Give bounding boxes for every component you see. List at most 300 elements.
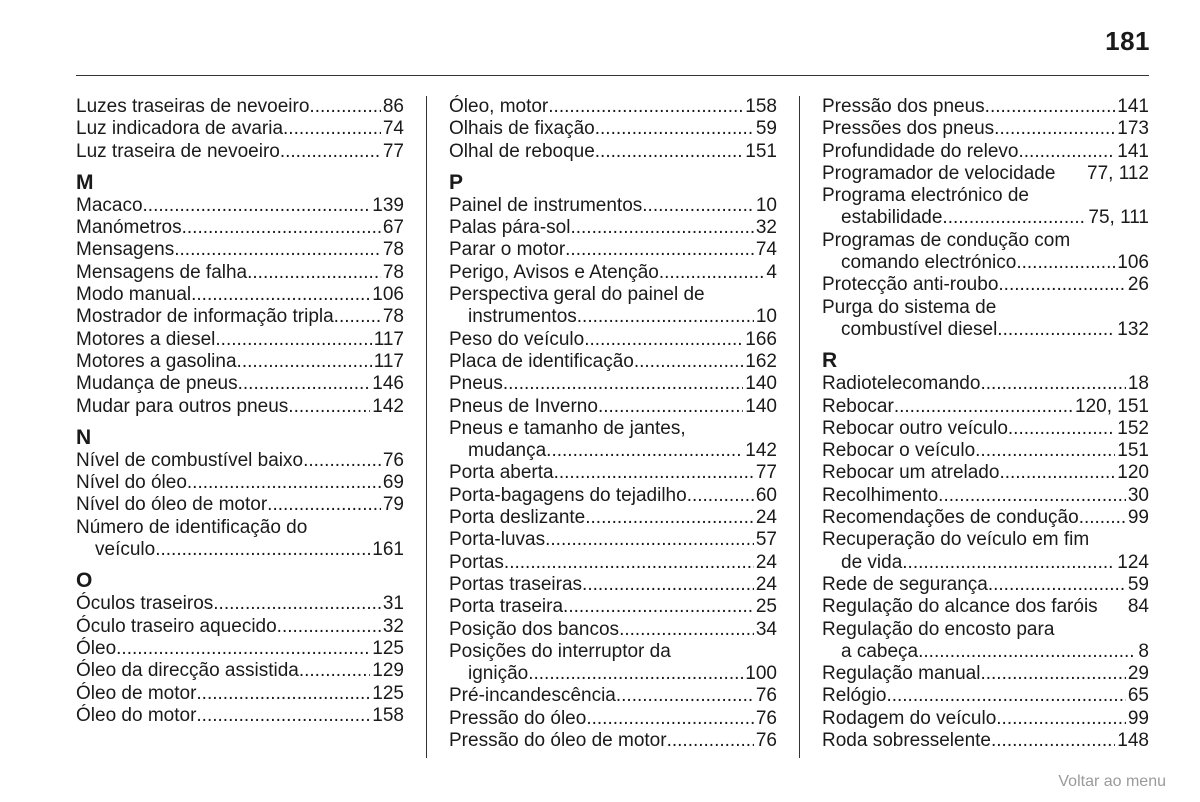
index-entry[interactable] xyxy=(76,593,404,615)
index-entry[interactable] xyxy=(449,485,777,507)
index-entry[interactable] xyxy=(76,262,404,284)
dot-leader xyxy=(595,118,754,140)
dot-leader xyxy=(598,396,743,418)
dot-leader xyxy=(1016,252,1115,274)
index-entry[interactable] xyxy=(76,472,404,494)
index-entry-term: Luz indicadora de avaria xyxy=(76,118,284,140)
index-entry[interactable] xyxy=(76,539,404,561)
dot-leader xyxy=(997,319,1115,341)
index-entry-page: 60 xyxy=(755,484,777,506)
index-entry[interactable] xyxy=(449,529,777,551)
index-entry-page: 106 xyxy=(372,284,404,306)
index-entry[interactable] xyxy=(449,462,777,484)
index-entry-term: Pressão do óleo de motor xyxy=(449,730,667,752)
index-entry-term: Luzes traseiras de nevoeiro xyxy=(76,96,310,117)
index-entry-term: Rebocar outro veículo xyxy=(822,417,1008,439)
index-entry-term: Placa de identificação xyxy=(449,350,634,372)
index-entry[interactable] xyxy=(822,373,1149,395)
dot-leader xyxy=(237,351,372,373)
index-entry[interactable] xyxy=(822,507,1149,529)
index-entry[interactable] xyxy=(822,207,1149,229)
index-entry-term: Mensagens xyxy=(76,239,175,261)
index-entry[interactable] xyxy=(822,596,1149,618)
index-entry-term: Portas traseiras xyxy=(449,573,583,595)
dot-leader xyxy=(554,462,754,484)
index-entry-term: mudança xyxy=(468,440,547,462)
dot-leader xyxy=(894,396,1073,418)
dot-leader xyxy=(545,529,754,551)
page-number: 181 xyxy=(1105,26,1150,56)
index-entry[interactable] xyxy=(76,683,404,705)
index-entry-term: Rede de segurança xyxy=(822,573,988,595)
index-entry-term: Óculos traseiros xyxy=(76,593,214,615)
index-entry[interactable] xyxy=(449,552,777,574)
header-rule xyxy=(76,75,1149,76)
index-entry[interactable] xyxy=(76,118,404,140)
index-entry-term: Recolhimento xyxy=(822,484,939,506)
index-entry[interactable] xyxy=(449,708,777,730)
index-entry-term: Óleo xyxy=(76,637,117,659)
index-entry-page: 140 xyxy=(745,395,777,417)
index-entry-page: 4 xyxy=(766,261,777,283)
index-entry[interactable] xyxy=(822,396,1149,418)
index-entry-term: Rebocar um atrelado xyxy=(822,462,1000,484)
index-entry-term: Pré-incandescência xyxy=(449,685,616,707)
dot-leader xyxy=(503,373,743,395)
index-entry-line: Posições do interruptor da xyxy=(449,640,671,662)
dot-leader xyxy=(546,440,743,462)
index-entry-page: 78 xyxy=(382,239,404,261)
index-entry-term: Macaco xyxy=(76,194,143,216)
dot-leader xyxy=(563,596,754,618)
index-letter-heading: M xyxy=(76,170,94,194)
index-entry-page: 79 xyxy=(382,494,404,516)
index-entry-term: Regulação manual xyxy=(822,663,981,685)
index-entry-page: 117 xyxy=(373,328,404,350)
index-column-2 xyxy=(449,96,777,752)
index-entry-line: Pneus e tamanho de jantes, xyxy=(449,417,686,439)
column-divider xyxy=(426,96,427,758)
index-entry[interactable] xyxy=(76,351,404,373)
index-entry-page: 69 xyxy=(382,472,404,494)
index-entry-term: Posição dos bancos xyxy=(449,618,620,640)
index-entry-term: Relógio xyxy=(822,685,887,707)
index-entry-term: Olhal de reboque xyxy=(449,140,595,162)
dot-leader xyxy=(980,663,1125,685)
index-entry-term: Modo manual xyxy=(76,284,192,306)
dot-leader xyxy=(585,507,754,529)
index-entry-term: Pressão dos pneus xyxy=(822,96,985,117)
index-entry-page: 59 xyxy=(755,118,777,140)
index-entry-page: 161 xyxy=(372,539,404,561)
index-entry[interactable] xyxy=(822,96,1149,118)
index-letter-heading: O xyxy=(76,569,93,593)
dot-leader xyxy=(277,616,381,638)
dot-leader xyxy=(1018,141,1115,163)
index-entry[interactable] xyxy=(822,663,1149,685)
dot-leader xyxy=(1008,418,1115,440)
index-entry-term: Rebocar xyxy=(822,395,894,417)
back-to-menu-link[interactable]: Voltar ao menu xyxy=(1058,773,1166,790)
index-entry-page: 120 xyxy=(1117,462,1149,484)
dot-leader xyxy=(267,494,381,516)
index-entry[interactable] xyxy=(449,329,777,351)
dot-leader xyxy=(619,619,754,641)
index-entry-term: Rebocar o veículo xyxy=(822,440,976,462)
index-entry-term: Óleo, motor xyxy=(449,96,549,117)
index-entry-term: Nível do óleo xyxy=(76,472,187,494)
index-entry-page: 151 xyxy=(745,140,777,162)
index-entry[interactable] xyxy=(822,641,1149,663)
index-entry-line: Recuperação do veículo em fim xyxy=(822,529,1090,551)
dot-leader xyxy=(1079,507,1126,529)
index-entry-page: 57 xyxy=(755,529,777,551)
index-entry-term: Programador de velocidade xyxy=(822,162,1056,184)
index-entry[interactable] xyxy=(76,284,404,306)
index-entry-page: 140 xyxy=(745,373,777,395)
index-entry-page: 34 xyxy=(755,618,777,640)
dot-leader xyxy=(595,141,744,163)
index-entry[interactable] xyxy=(76,96,404,118)
dot-leader xyxy=(548,96,743,118)
index-entry-term: Luz traseira de nevoeiro xyxy=(76,140,280,162)
index-entry[interactable] xyxy=(449,262,777,284)
dot-leader xyxy=(988,574,1126,596)
index-entry[interactable] xyxy=(449,306,777,328)
index-entry[interactable] xyxy=(822,418,1149,440)
index-entry[interactable] xyxy=(822,163,1149,185)
index-entry-term: Pneus de Inverno xyxy=(449,395,598,417)
index-entry-page: 76 xyxy=(755,707,777,729)
dot-leader xyxy=(215,329,371,351)
index-entry[interactable] xyxy=(76,373,404,395)
index-entry-page: 77 xyxy=(755,462,777,484)
dot-leader xyxy=(991,730,1115,752)
index-entry-line: Programas de condução com xyxy=(822,229,1071,251)
index-entry[interactable] xyxy=(449,373,777,395)
index-entry-page: 142 xyxy=(745,440,777,462)
index-entry-page: 152 xyxy=(1117,417,1149,439)
index-entry-page: 125 xyxy=(372,682,404,704)
index-entry-term: de vida xyxy=(841,551,903,573)
index-entry-page: 77, 112 xyxy=(1087,162,1149,184)
index-entry-term: Porta-bagagens do tejadilho xyxy=(449,484,687,506)
dot-leader xyxy=(902,552,1115,574)
dot-leader xyxy=(280,141,381,163)
index-entry-page: 120, 151 xyxy=(1075,395,1149,417)
index-entry-term: Pressões dos pneus xyxy=(822,118,995,140)
index-entry[interactable] xyxy=(76,306,404,328)
index-entry-page: 142 xyxy=(372,395,404,417)
index-entry[interactable] xyxy=(76,660,404,682)
index-entry-page: 129 xyxy=(372,660,404,682)
index-entry-page: 10 xyxy=(755,306,777,328)
dot-leader xyxy=(659,262,765,284)
index-entry-term: instrumentos xyxy=(468,306,577,328)
index-entry[interactable] xyxy=(822,274,1149,296)
index-entry-term: estabilidade xyxy=(841,207,943,229)
dot-leader xyxy=(994,118,1115,140)
index-column-3 xyxy=(822,96,1149,752)
index-entry-line: Programa electrónico de xyxy=(822,185,1029,207)
index-letter-heading: N xyxy=(76,425,92,449)
index-entry-term: Óculo traseiro aquecido xyxy=(76,615,277,637)
index-entry-page: 29 xyxy=(1127,663,1149,685)
index-entry-term: Porta traseira xyxy=(449,596,564,618)
index-entry[interactable] xyxy=(822,319,1149,341)
index-entry[interactable] xyxy=(822,485,1149,507)
index-entry-term: Painel de instrumentos xyxy=(449,194,643,216)
dot-leader xyxy=(174,239,381,261)
index-entry-term: Porta aberta xyxy=(449,462,554,484)
dot-leader xyxy=(667,730,754,752)
index-entry[interactable] xyxy=(822,141,1149,163)
index-entry[interactable] xyxy=(822,708,1149,730)
index-letter-heading: R xyxy=(822,349,838,373)
index-entry[interactable] xyxy=(449,351,777,373)
dot-leader xyxy=(196,705,370,727)
dot-leader xyxy=(938,485,1126,507)
index-entry-page: 141 xyxy=(1117,140,1149,162)
index-entry-page: 146 xyxy=(372,373,404,395)
index-entry-page: 24 xyxy=(755,507,777,529)
dot-leader xyxy=(303,450,381,472)
dot-leader xyxy=(980,373,1125,395)
index-entry-term: Motores a gasolina xyxy=(76,350,237,372)
index-entry[interactable] xyxy=(76,494,404,516)
index-entry-term: Porta-luvas xyxy=(449,529,546,551)
index-entry-term: Pressão do óleo xyxy=(449,707,587,729)
index-entry-term: Porta deslizante xyxy=(449,507,586,529)
index-entry-term: Mudança de pneus xyxy=(76,373,238,395)
index-entry[interactable] xyxy=(449,396,777,418)
dot-leader xyxy=(999,462,1115,484)
index-entry-term: Manómetros xyxy=(76,217,182,239)
index-entry-term: Profundidade do relevo xyxy=(822,140,1019,162)
index-entry-page: 141 xyxy=(1117,96,1149,117)
index-entry-page: 74 xyxy=(755,239,777,261)
index-entry-page: 65 xyxy=(1127,685,1149,707)
index-column-1 xyxy=(76,96,404,727)
dot-leader xyxy=(528,663,743,685)
dot-leader xyxy=(998,274,1125,296)
dot-leader xyxy=(582,574,754,596)
index-entry-page: 76 xyxy=(755,685,777,707)
index-entry-page: 139 xyxy=(372,194,404,216)
index-entry-term: a cabeça xyxy=(841,640,919,662)
index-entry-page: 25 xyxy=(755,596,777,618)
dot-leader xyxy=(182,217,381,239)
index-entry[interactable] xyxy=(449,440,777,462)
dot-leader xyxy=(886,685,1125,707)
index-entry-term: Rodagem do veículo xyxy=(822,707,997,729)
dot-leader xyxy=(283,118,381,140)
index-entry[interactable] xyxy=(449,118,777,140)
index-entry-term: Nível do óleo de motor xyxy=(76,494,268,516)
index-entry-page: 31 xyxy=(382,593,404,615)
index-entry-term: Óleo da direcção assistida xyxy=(76,660,299,682)
index-entry-term: Nível de combustível baixo xyxy=(76,449,304,471)
index-entry-page: 84 xyxy=(1127,596,1149,618)
index-entry-page: 24 xyxy=(755,573,777,595)
index-entry[interactable] xyxy=(449,507,777,529)
dot-leader xyxy=(196,683,370,705)
dot-leader xyxy=(299,660,370,682)
index-entry-term: Recomendações de condução xyxy=(822,507,1079,529)
dot-leader xyxy=(116,638,370,660)
index-entry[interactable] xyxy=(822,252,1149,274)
index-entry[interactable] xyxy=(449,619,777,641)
dot-leader xyxy=(288,396,370,418)
index-entry[interactable] xyxy=(76,705,404,727)
index-entry-term: Protecção anti-roubo xyxy=(822,274,999,296)
index-entry-page: 124 xyxy=(1117,551,1149,573)
index-entry-page: 32 xyxy=(755,217,777,239)
index-entry[interactable] xyxy=(449,217,777,239)
dot-leader xyxy=(334,306,381,328)
index-entry-term: Perigo, Avisos e Atenção xyxy=(449,261,659,283)
index-entry-page: 99 xyxy=(1127,707,1149,729)
dot-leader xyxy=(213,593,381,615)
index-entry-page: 151 xyxy=(1117,440,1149,462)
dot-leader xyxy=(985,96,1116,118)
index-entry[interactable] xyxy=(76,396,404,418)
index-entry-page: 78 xyxy=(382,306,404,328)
index-entry-page: 10 xyxy=(755,194,777,216)
dot-leader xyxy=(247,262,381,284)
index-entry[interactable] xyxy=(76,450,404,472)
dot-leader xyxy=(942,207,1086,229)
index-entry-page: 74 xyxy=(382,118,404,140)
index-entry-page: 166 xyxy=(745,328,777,350)
dot-leader xyxy=(687,485,754,507)
index-entry[interactable] xyxy=(449,574,777,596)
dot-leader xyxy=(586,708,754,730)
index-entry[interactable] xyxy=(76,141,404,163)
index-entry-page: 32 xyxy=(382,615,404,637)
index-entry-term: Portas xyxy=(449,551,504,573)
index-entry[interactable] xyxy=(449,685,777,707)
dot-leader xyxy=(577,306,754,328)
index-entry-term: combustível diesel xyxy=(841,318,998,340)
index-entry-term: Radiotelecomando xyxy=(822,373,981,395)
index-entry-page: 106 xyxy=(1117,252,1149,274)
dot-leader xyxy=(616,685,754,707)
dot-leader xyxy=(642,195,754,217)
index-entry-page: 173 xyxy=(1117,118,1149,140)
index-entry[interactable] xyxy=(76,638,404,660)
index-entry[interactable] xyxy=(822,440,1149,462)
index-entry-term: Óleo de motor xyxy=(76,682,197,704)
dot-leader xyxy=(570,217,753,239)
column-divider xyxy=(799,96,800,758)
index-entry-line: Purga do sistema de xyxy=(822,296,997,318)
index-entry-term: Óleo do motor xyxy=(76,704,197,726)
dot-leader xyxy=(504,552,754,574)
dot-leader xyxy=(584,329,743,351)
index-entry-term: Motores a diesel xyxy=(76,328,216,350)
dot-leader xyxy=(191,284,370,306)
index-entry[interactable] xyxy=(76,195,404,217)
index-entry-term: Parar o motor xyxy=(449,239,566,261)
index-entry-term: Mostrador de informação tripla xyxy=(76,306,334,328)
index-entry[interactable] xyxy=(449,596,777,618)
index-entry-term: Mudar para outros pneus xyxy=(76,395,289,417)
dot-leader xyxy=(634,351,743,373)
index-entry-term: Olhais de fixação xyxy=(449,118,595,140)
index-entry-page: 59 xyxy=(1127,573,1149,595)
index-entry-page: 117 xyxy=(373,350,404,372)
index-entry-page: 78 xyxy=(382,261,404,283)
index-entry-page: 162 xyxy=(745,350,777,372)
dot-leader xyxy=(996,708,1126,730)
dot-leader xyxy=(143,195,371,217)
dot-leader xyxy=(918,641,1136,663)
dot-leader xyxy=(565,239,754,261)
index-entry[interactable] xyxy=(76,217,404,239)
index-entry-page: 18 xyxy=(1127,373,1149,395)
index-entry[interactable] xyxy=(822,574,1149,596)
index-entry-page: 100 xyxy=(745,663,777,685)
index-entry-page: 8 xyxy=(1138,640,1149,662)
dot-leader xyxy=(238,373,371,395)
index-entry-page: 158 xyxy=(745,96,777,117)
index-entry[interactable] xyxy=(449,663,777,685)
index-entry-line: Perspectiva geral do painel de xyxy=(449,284,705,306)
index-entry-term: Mensagens de falha xyxy=(76,261,248,283)
index-entry-page: 148 xyxy=(1117,730,1149,752)
dot-leader xyxy=(155,539,370,561)
index-entry-line: Regulação do encosto para xyxy=(822,618,1055,640)
index-entry-page: 67 xyxy=(382,217,404,239)
index-entry-page: 26 xyxy=(1127,274,1149,296)
index-entry[interactable] xyxy=(449,195,777,217)
index-entry-term: Pneus xyxy=(449,373,503,395)
index-entry[interactable] xyxy=(449,96,777,118)
index-entry-page: 76 xyxy=(755,730,777,752)
index-entry-page: 125 xyxy=(372,637,404,659)
index-entry-page: 77 xyxy=(382,140,404,162)
index-entry-page: 158 xyxy=(372,704,404,726)
index-entry-page: 30 xyxy=(1127,484,1149,506)
dot-leader xyxy=(975,440,1115,462)
index-entry-term: comando electrónico xyxy=(841,252,1017,274)
index-entry[interactable] xyxy=(822,118,1149,140)
dot-leader xyxy=(309,96,380,118)
index-entry-term: Peso do veículo xyxy=(449,328,585,350)
index-entry[interactable] xyxy=(822,552,1149,574)
index-entry-term: Palas pára-sol xyxy=(449,217,571,239)
index-entry[interactable] xyxy=(822,730,1149,752)
index-entry[interactable] xyxy=(76,329,404,351)
index-entry-line: Número de identificação do xyxy=(76,516,308,538)
index-entry[interactable] xyxy=(76,616,404,638)
index-entry-term: ignição xyxy=(468,663,529,685)
dot-leader xyxy=(187,472,381,494)
index-entry[interactable] xyxy=(822,685,1149,707)
index-entry[interactable] xyxy=(449,141,777,163)
index-entry-term: Regulação do alcance dos faróis xyxy=(822,596,1098,618)
index-entry[interactable] xyxy=(76,239,404,261)
index-entry[interactable] xyxy=(449,730,777,752)
index-letter-heading: P xyxy=(449,170,464,194)
index-entry-page: 86 xyxy=(382,96,404,117)
index-entry[interactable] xyxy=(822,462,1149,484)
index-entry-page: 75, 111 xyxy=(1088,207,1149,229)
index-entry[interactable] xyxy=(449,239,777,261)
index-entry-page: 132 xyxy=(1117,318,1149,340)
index-entry-term: Roda sobresselente xyxy=(822,730,991,752)
